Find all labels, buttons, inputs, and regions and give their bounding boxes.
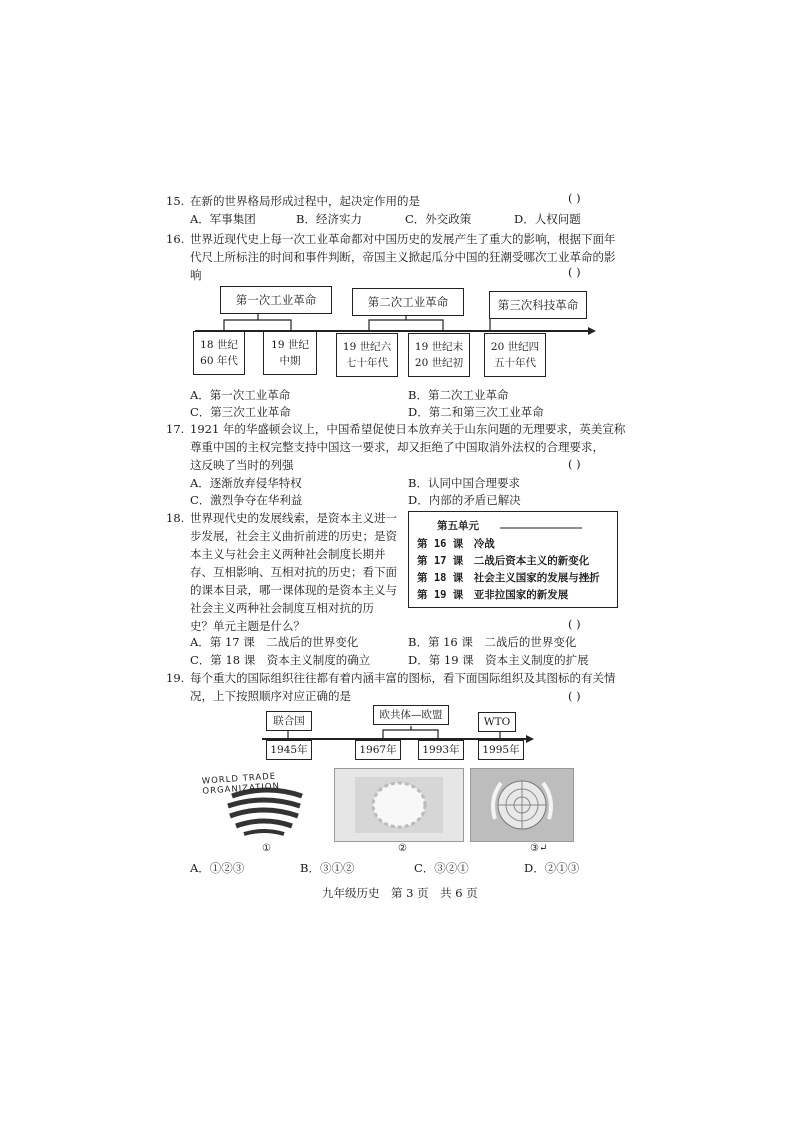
q16-line-2: 代尺上所标注的时间和事件判断，帝国主义掀起瓜分中国的狂潮受哪次工业革命的影: [190, 250, 616, 264]
q15-option-b: B．经济实力: [296, 212, 362, 226]
time-box-4: 19 世纪末 20 世纪初: [408, 333, 470, 377]
q18-line-4: 存、互相影响、互相对抗的历史；看下面: [190, 565, 397, 579]
q15-paren: ( ): [568, 191, 581, 205]
time-box-3: 19 世纪六 七十年代: [336, 333, 398, 377]
q18-line-7: 史？单元主题是什么？: [190, 619, 305, 633]
q19-line-1: 每个重大的国际组织往往都有着内涵丰富的图标，看下面国际组织及其图标的有关情: [190, 671, 616, 685]
q15-stem: 在新的世界格局形成过程中，起决定作用的是: [190, 194, 420, 208]
year-1967: 1967年: [355, 740, 401, 760]
year-1945: 1945年: [266, 740, 312, 760]
img-label-2: ②: [398, 843, 407, 854]
q18-option-c: C．第 18 课 资本主义制度的确立: [190, 653, 371, 667]
q18-paren: ( ): [568, 617, 581, 631]
year-1995: 1995年: [478, 740, 524, 760]
unit-title: 第五单元: [437, 520, 479, 532]
un-emblem-icon: [471, 769, 573, 841]
unit-lesson-19: 第 19 课 亚非拉国家的新发展: [417, 589, 569, 601]
q17-option-b: B．认同中国合理要求: [408, 476, 520, 490]
q18-number: 18.: [166, 511, 185, 525]
q18-option-a: A．第 17 课 二战后的世界变化: [190, 635, 359, 649]
page-footer: 九年级历史 第 3 页 共 6 页: [322, 886, 478, 900]
q19-option-d: D．②①③: [524, 861, 580, 875]
q16-option-c: C．第三次工业革命: [190, 405, 291, 419]
q17-line-3: 这反映了当时的列强: [190, 458, 294, 472]
wto-logo-text: WORLD TRADE ORGANIZATION: [201, 771, 281, 797]
q19-number: 19.: [166, 671, 185, 685]
time-box-1: 18 世纪 60 年代: [193, 331, 245, 375]
org-un: 联合国: [266, 711, 312, 731]
q17-option-d: D．内部的矛盾已解决: [408, 493, 521, 507]
event-second-industrial-revolution: 第二次工业革命: [352, 288, 464, 316]
q19-line-2: 况，上下按照顺序对应正确的是: [190, 689, 351, 703]
eu-stars-icon: [335, 769, 463, 841]
q15-number: 15.: [166, 194, 185, 208]
q15-option-a: A．军事集团: [190, 212, 256, 226]
q19-option-c: C．③②①: [414, 861, 469, 875]
time-box-2: 19 世纪 中期: [263, 331, 317, 375]
q18-line-2: 步发展，社会主义曲折前进的历史；是资: [190, 529, 397, 543]
q19-option-b: B．③①②: [300, 861, 355, 875]
q15-option-d: D．人权问题: [514, 212, 581, 226]
time-box-5: 20 世纪四 五十年代: [484, 333, 546, 377]
q18-line-6: 社会主义两种社会制度互相对抗的历: [190, 601, 374, 615]
un-emblem-image: [470, 768, 574, 842]
q19-option-a: A．①②③: [190, 861, 245, 875]
q16-paren: ( ): [568, 265, 581, 279]
unit-lesson-16: 第 16 课 冷战: [417, 538, 495, 550]
org-ec-eu: 欧共体—欧盟: [373, 705, 449, 725]
q18-line-3: 本主义与社会主义两种社会制度长期并: [190, 547, 386, 561]
img-label-1: ①: [262, 843, 271, 854]
q16-option-d: D．第二和第三次工业革命: [408, 405, 544, 419]
org-wto: WTO: [478, 712, 516, 732]
wto-logo-image: [192, 766, 338, 842]
q15-option-c: C．外交政策: [405, 212, 472, 226]
q16-line-3: 响: [190, 268, 202, 282]
q19-paren: ( ): [568, 689, 581, 703]
q18-option-d: D．第 19 课 资本主义制度的扩展: [408, 653, 589, 667]
event-first-industrial-revolution: 第一次工业革命: [220, 286, 332, 314]
img-label-3: ③↵: [530, 843, 548, 854]
year-1993: 1993年: [418, 740, 464, 760]
q18-unit-contents-box: [408, 511, 618, 608]
q17-paren: ( ): [568, 457, 581, 471]
q18-line-5: 的课本目录，哪一课体现的是资本主义与: [190, 583, 397, 597]
q18-line-1: 世界现代史的发展线索，是资本主义进一: [190, 511, 397, 525]
unit-lesson-17: 第 17 课 二战后资本主义的新变化: [417, 555, 590, 567]
q16-line-1: 世界近现代史上每一次工业革命都对中国历史的发展产生了重大的影响，根据下面年: [190, 232, 616, 246]
q16-number: 16.: [166, 232, 185, 246]
eu-flag-image: [334, 768, 464, 842]
q17-line-1: 1921 年的华盛顿会议上，中国希望促使日本放弃关于山东问题的无理要求，英美宣称: [190, 422, 626, 436]
event-third-tech-revolution: 第三次科技革命: [489, 291, 587, 319]
q18-option-b: B．第 16 课 二战后的世界变化: [408, 635, 577, 649]
q16-option-a: A．第一次工业革命: [190, 388, 291, 402]
q17-number: 17.: [166, 422, 185, 436]
q17-line-2: 尊重中国的主权完整支持中国这一要求，却又拒绝了中国取消外法权的合理要求，: [190, 440, 604, 454]
unit-lesson-18: 第 18 课 社会主义国家的发展与挫折: [417, 572, 600, 584]
q16-option-b: B．第二次工业革命: [408, 388, 509, 402]
q17-option-c: C．激烈争夺在华利益: [190, 493, 303, 507]
q17-option-a: A．逐渐放弃侵华特权: [190, 476, 302, 490]
